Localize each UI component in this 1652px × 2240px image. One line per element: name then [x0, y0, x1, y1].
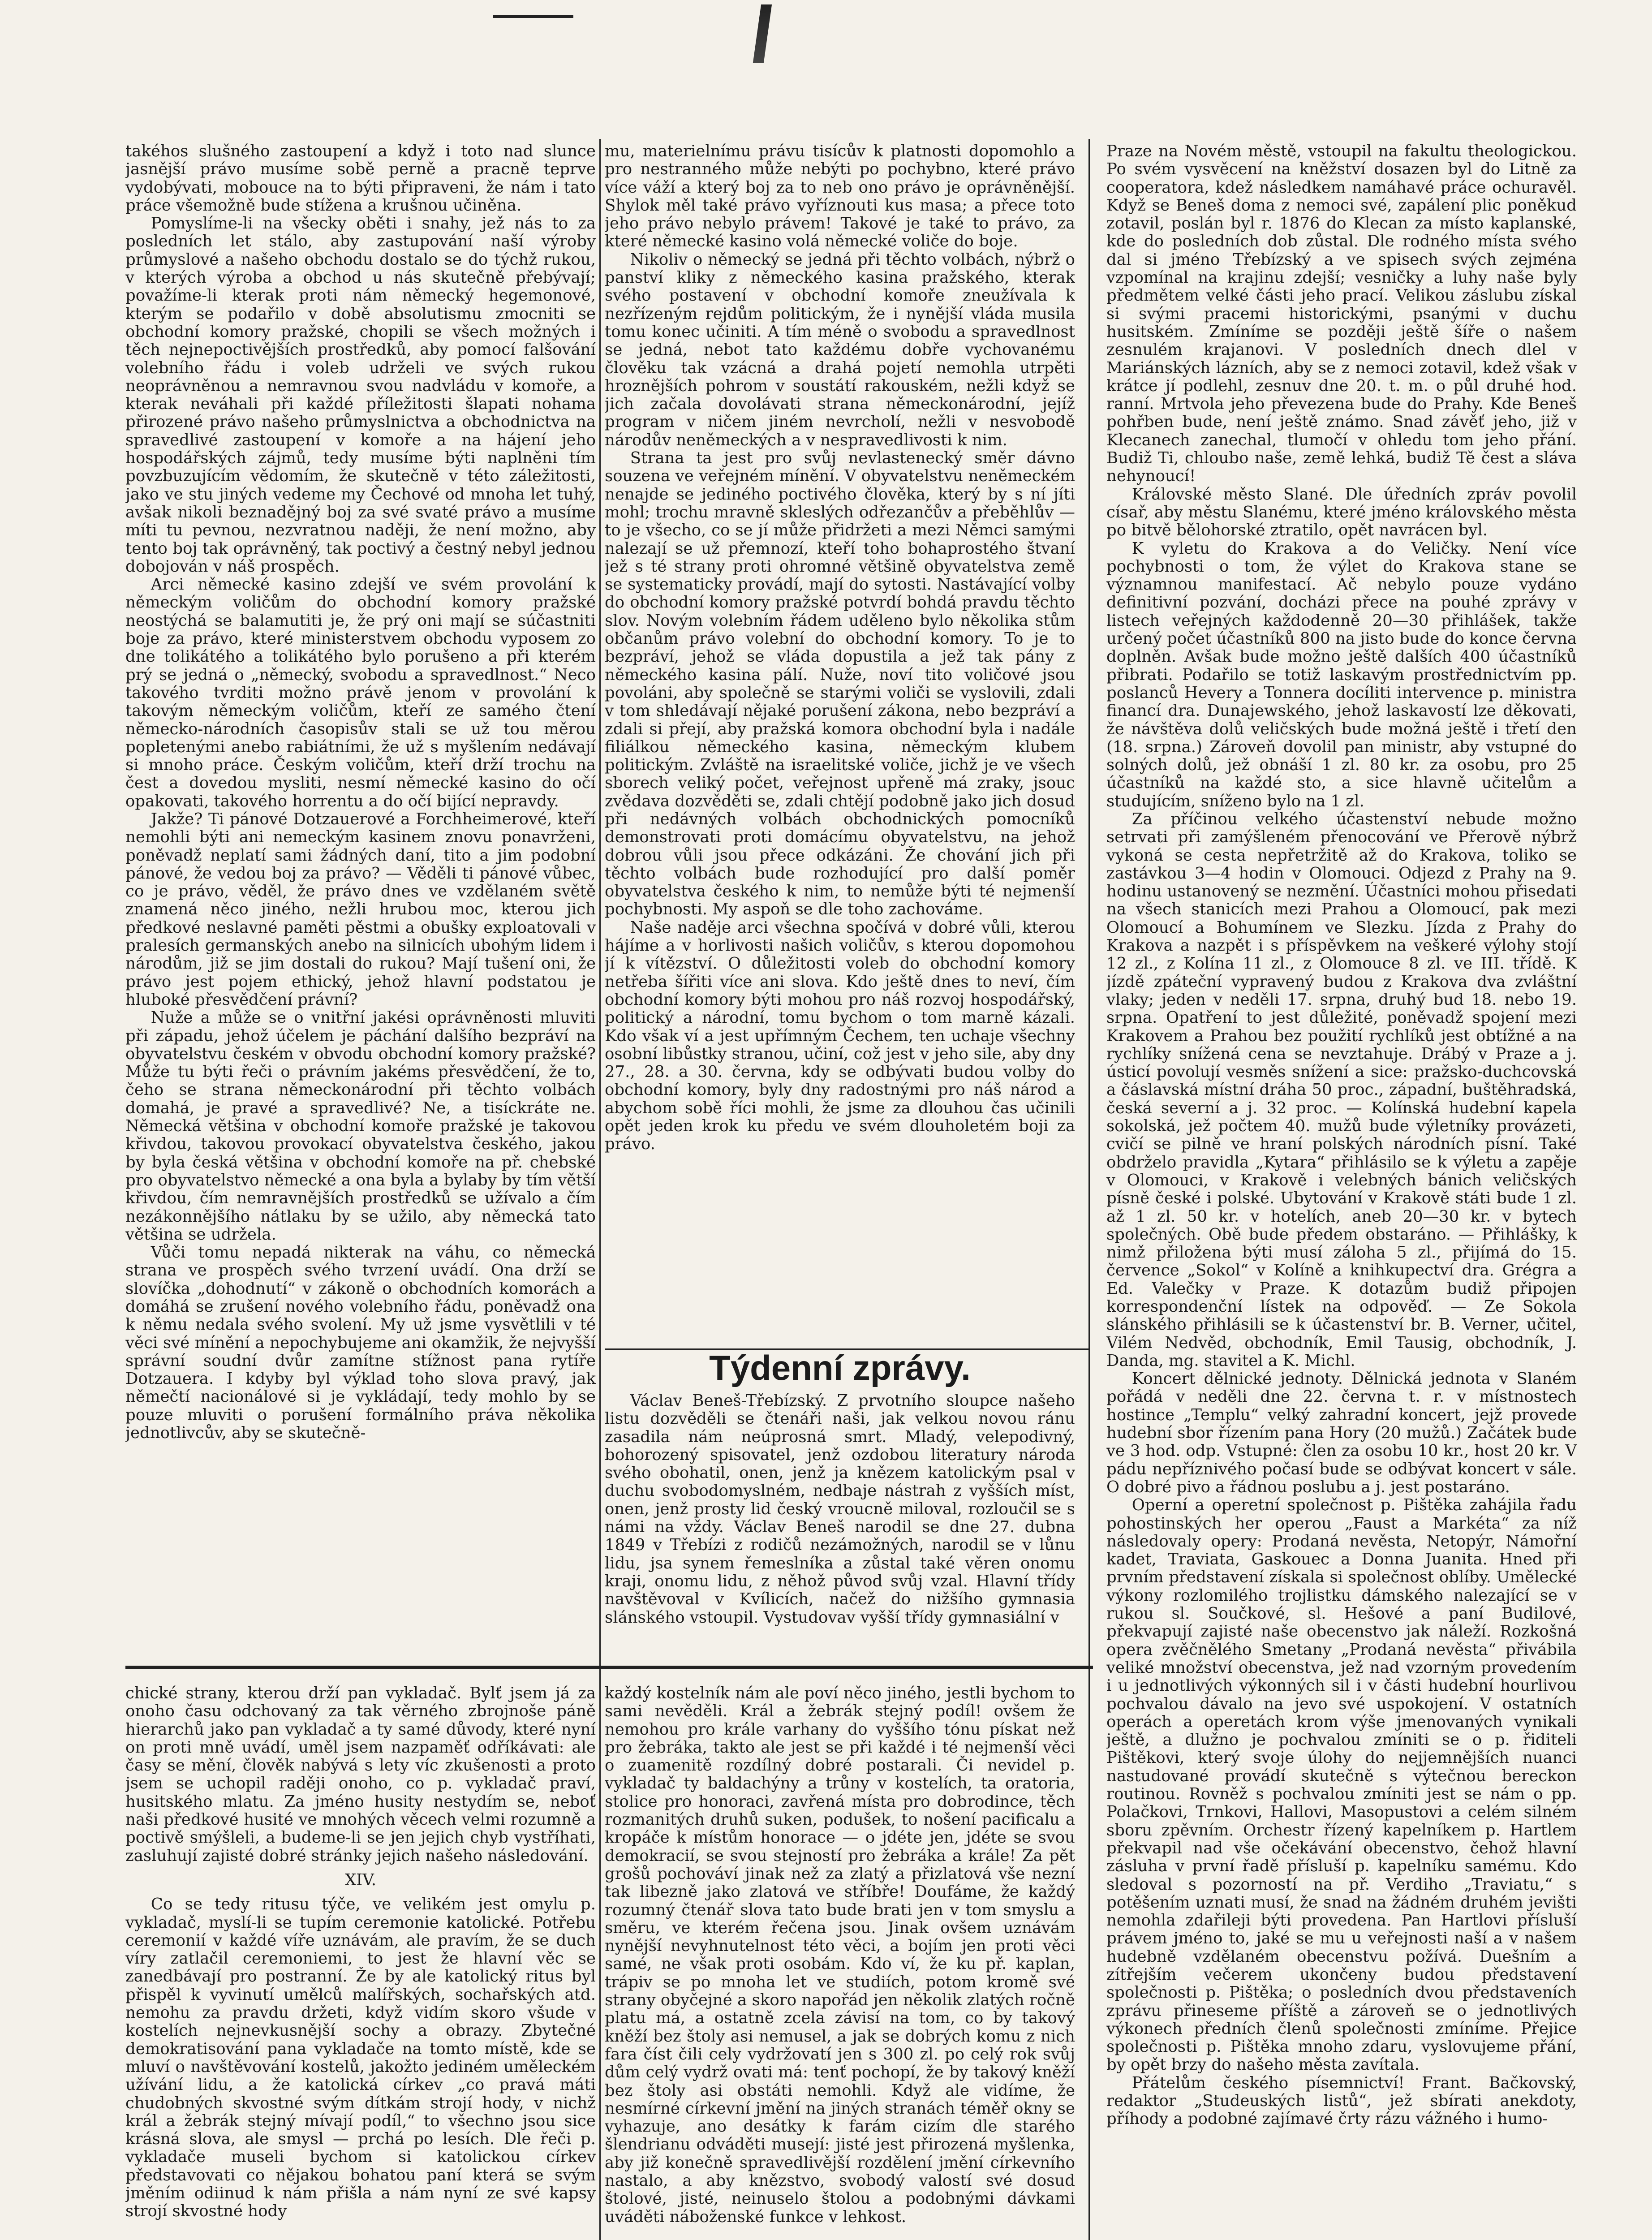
column-1-feuilleton: [125, 1684, 596, 2240]
paragraph: Praze na Novém městě, vstoupil na fakultu theologickou. Po svém vysvěcení na kněžství dosazen byl do Litně za cooperatora, kdež následkem namáhavé práce ochuravěl. Když se Beneš doma z nemoci své, zapálení plic poněkud zotavil, poslán byl r. 1876 do Klecan za místo kaplanské, kde do posledních dob zůstal. Dle rodného místa svého dal si jméno Třebízský a ve spisech svých zejména vzpomínal na krajinu zdejší; vesničky a luhy naše byly předmětem velké části jeho prací. Velikou záslubu získal si svými pracemi historickými, psanými v duchu husitském. Zmíníme se později ještě šíře o našem zesnulém krajanovi. V posledních dnech dlel v Mariánských lázních, aby se z nemoci zotavil, kdež však v krátce jí podlehl, zesnuv dne 20. t. m. o půl druhé hod. ranní. Mrtvola jeho převezena bude do Prahy. Kde Beneš pohřben bude, není ještě známo. Snad závěť jeho, již v Klecanech zanechal, tlumočí v ohledu tom jeho přání. Budiž Ti, chloubo naše, země lehká, budiž Tě čest a sláva nehynoucí!: [1106, 142, 1577, 486]
paragraph: Strana ta jest pro svůj nevlastenecký směr dávno souzena ve veřejném mínění. V obyvatelstvu neněmeckém nenajde se jediného poctivého člověka, který by s ní jíti mohl; trochu mravně skleslých odřezančův a přeběhlův — to je všecho, co se jí může přidržeti a mezi Němci samými nalezají se už přemnozí, kteří toho bohaprostého štvaní jež s té strany proti ohromné většině obyvatelstva země se systematicky provádí, mají do sytosti. Nastávající volby do obchodní komory pražské potvrdí bohdá pravdu těchto slov. Novým volebním řádem uděleno bylo několika stům občanům právo volební do obchodní komory. To je to bezpráví, jehož se vláda dopustila a jež tak pány z německého kasina pálí. Nuže, noví tito voličové jsou povoláni, aby společně se starými voliči se vyslovili, zdali v tom shledávají nějaké porušení zákona, nebo bezpráví a zdali si přejí, aby pražská komora obchodní byla i nadále filiálkou německého kasina, německým klubem politickým. Zvláště na israelitské voliče, jichž je ve všech sborech veliký počet, veřejnost upřeně má zraky, jsouc zvědava dozvěděti se, zdali chtějí podobně jako jich dosud při nedávných volbách obchodnických pomocníků demonstrovati proti domácímu obyvatelstvu, na jehož dobrou vůli jsou přece odkázáni. Že chování jich při těchto volbách bude rozhodující pro další poměr obyvatelstva českého k nim, to nemůže býti té nejmenší pochybnosti. My aspoň se dle toho zachováme.: [605, 449, 1075, 919]
column-divider-1: [599, 139, 601, 2240]
paragraph: každý kostelník nám ale poví něco jiného, jestli bychom to sami nevěděli. Král a žebrák stejný podíl! ovšem že nemohou pro krále varhany do vyššího tónu pískat než pro žebráka, takto ale jest se při každé i té nejmenší věci o zuamenitě rozdílný dobré postarali. Či nevidel p. vykladač ty baldachýny a trůny v kostelích, ta oratoria, stolice pro honoraci, zavřená místa pro dobrodince, těch rozmanitých druhů suken, podušek, to nošení pacificalu a kropáče k místům honorace — o jdéte jen, jdéte se svou demokracií, se svou stejností pro žebráka a krále! Za pět grošů pochováví jinak než za zlatý a přizlatová vše nezní tak libezně jako zlatová ve stříbře! Doufáme, že každý rozumný čtenář slova tato bude brati jen v tom smyslu a směru, ve kterém řečena jsou. Jinak ovšem uznávám nynější nevyhnutelnost této věci, a bojím jen proti věci samé, ne však proti osobám. Kdo ví, že ku př. kaplan, trápiv se po mnoha let ve studiích, potom kromě své strany obyčejné a skoro napořád jen několik zlatých ročně platu má, a ostatně zcela závisí na tom, co by takový kněží bez štoly asi nemusel, a jak se dobrých komu z nich fara číst čili cely vydržovatí jen s 300 zl. po celý rok svůj dům celý vydrž ovati má: tenť pochopí, že by takový kněží bez štoly asi obstáti nemohli. Když ale vidíme, že nesmírné církevní jmění na jiných stranách téměř okny se vyhazuje, ano desátky k farám cizím dle starého šlendrianu odváděti musejí: jisté jest přirozená myšlenka, aby již konečně spravedlivější rozdělení jmění církevního nastalo, a aby knězstvo, svobodý valostí své dosud štolové, jisté, neinuselo štolou a podobnými dávkami uváděti náboženské funkce v lehkost.: [605, 1684, 1075, 2226]
weekly-news-section: [605, 1342, 1075, 1651]
paragraph: Co se tedy ritusu týče, ve velikém jest omylu p. vykladač, myslí-li se tupím ceremonie katolické. Potřebu ceremonií v každé víře uznávám, ale pravím, že se duch víry zatlačil ceremoniemi, to jest že hlavní věc se zanedbávají pro postranní. Že by ale katolický ritus byl přispěl k vyvinutí umělců malířských, sochařských atd. nemohu za pravdu držeti, když vidím skoro všude v kostelích nejnevkusnější sochy a obrazy. Zbytečné demokratisování pana vykladače na tomto místě, kde se mluví o navštěvování kostelů, jakožto jediném uměleckém užívání lidu, a že katolická církev „co pravá máti chudobných skvostné svým dítkám strojí hody, v nichž král a žebrák stejný mívají podíl,“ to všechno jsou sice krásná slova, ale smysl — prchá po lesích. Dle řeči p. vykladače museli bychom si katolickou církev představovati co nějakou bohatou paní která se svým jměním odiinud k nám přišla a nám nyní ze své kapsy strojí skvostné hody: [125, 1895, 596, 2221]
top-rule-mark: [493, 9, 573, 18]
paragraph: takéhos slušného zastoupení a když i toto nad slunce jasnější právo musíme sobě perně a pracně teprve vydobývati, mobouce na to býti připraveni, že nám i tato práce všemožně bude stížena a krušnou učiněna.: [125, 142, 596, 215]
paragraph: Královské město Slané. Dle úředních zpráv povolil císař, aby městu Slanému, které jméno královského města po bitvě bělohorské ztratilo, opět navrácen byl.: [1106, 485, 1577, 540]
column-1-main-article: [125, 142, 596, 1652]
paragraph: Jakže? Ti pánové Dotzauerové a Forchheimerové, kteří nemohli býti ani nemeckým kasinem znovu ponavrženi, poněvadž neplatí sami žádných daní, tito a jim podobní pánové, že vedou boj za právo? — Věděli ti pánové vůbec, co je právo, věděl, že právo dnes ve vzdělaném světě znamená něco jiného, nežli hrubou moc, kterou jich předkové neslavné paměti pěstmi a obušky exploatovali v pralesích germanských anebo na silnicích ubohým lidem i národům, již se jim dostali do rukou? Mají tušení oni, že právo jest pojem ethický, jehož hlavní podstatou je hluboké přesvědčení právní?: [125, 810, 596, 1009]
paragraph: Naše naděje arci všechna spočívá v dobré vůli, kterou hájíme a v horlivosti našich voličův, s kterou dopomohou jí k vítězství. O důležitosti voleb do obchodní komory netřeba šířiti více ani slova. Kdo ještě dnes to neví, čím obchodní komory býti mohou pro náš rozvoj hospodářský, politický a národní, tomu bychom o tom marně kázali. Kdo však ví a jest upřímným Čechem, ten uchaje všechny osobní libůstky stranou, učiní, což jest v jeho sile, aby dny 27., 28. a 30. června, kdy se odbývati budou volby do obchodní komory, byly dny radostnými pro náš národ a abychom sobě říci mohli, že jsme za dlouhou čas učinili opět jeden krok ku předu ve svém dlouholetém boji za právo.: [605, 918, 1075, 1154]
column-divider-2: [1088, 139, 1090, 2240]
paragraph: Nikoliv o německý se jedná při těchto volbách, nýbrž o panství kliky z německého kasina pražského, kterak svého postavení v obchodní komoře zneužívala k nezřízeným rejdům politickým, že i nynější vláda musila tomu konec učiniti. A tím méně o svobodu a spravedlnost se jedná, nebot tato každému dobře vychovanému člověku tak vzácná a drahá pojetí nemohla utrpěti hroznějších pohrom v soustátí rakouském, nežli když se jich začala dovolávati strana německonárodní, jejíž program v ničem jiném nevrcholí, nežli v nesvobodě národův neněmeckých a v nespravedlivosti k nim.: [605, 250, 1075, 449]
column-2-main-article: [605, 142, 1075, 1336]
paragraph: Arci německé kasino zdejší ve svém provolání k německým voličům do obchodní komory pražské neostýchá se balamutiti je, že prý oni mají se súčastniti boje za právo, které ministerstvem obchodu vyposem zo dne tolikátého a tolikátého bylo porušeno a při kterém prý se jedná o „německý, svobodu a spravedlnost.“ Neco takového tvrditi možno právě jenom v provolání k takovým německým voličům, kteří ze samého čtení německo-národních časopisův stali se už tou měrou popletenými anebo rabiátními, že už s myšlením nedávají si mnoho práce. Českým voličům, kteří drží trochu na čest a dovedou mysliti, nesmí německé kasino do očí opakovati, takového horrentu a do očí bijící nepravdy.: [125, 575, 596, 810]
paragraph: Operní a operetní společnost p. Pištěka zahájila řadu pohostinských her operou „Faust a Markéta“ za níž následovaly opery: Prodaná nevěsta, Netopýr, Námořní kadet, Traviata, Gaskouec a Donna Juanita. Hned při prvním představení získala si společnost oblíby. Umělecké výkony rozlomilého trojlistku dámského nalezající se v rukou sl. Součkové, sl. Hešové a paní Budilové, překvapují zajisté naše obecenstvo jak náleží. Rozkošná opera zvěčnělého Smetany „Prodaná nevěsta“ přivábila veliké množství obecenstva, jež nad vzorným provedením i u jednotlivých výkonných sil i v části hudební hourlivou pochvalou dávalo na jevo své uspokojení. V ostatních operách a operetách krom výše jmenovaných vynikali ještě, a dlužno je pochvalou zmíniti se o p. řiditeli Pištěkovi, který svoje úlohy do nejjemnějších nuanci nastudované provádí skutečně s výtečnou bereckon routinou. Rovněž s pochvalou zmíniti jest se nám o pp. Polačkovi, Trnkovi, Hallovi, Masopustovi a celém silném sboru zpěvním. Orchestr řízený kapelníkem p. Hartlem překvapil nad vše očekávání obecenstvo, čehož hlavní zásluha v první řadě přísluší p. kapelníku samému. Kdo sledoval s pozorností na př. Verdiho „Traviatu,“ s potěšením uznati musí, že snad na žádném druhém jevišti nemohla zdařileji býti provedena. Pan Hartlovi přísluší právem jméno to, jaké se mu u veřejnosti naší a v našem hudebně vzdělaném obecenstvu požívá. Duešním a zítřejším večerem ukončeny budou představení společnosti p. Pištěka; o posledních dvou představeních zprávu přineseme příště a zároveň se o jednotlivých výkonech předních členů společnosti zmíníme. Přejice společnosti p. Pištěka mnoho zdaru, vyslovujeme přání, by opět brzy do našeho města zavítala.: [1106, 1496, 1577, 2074]
column-2-feuilleton: [605, 1684, 1075, 2240]
top-ink-mark: [753, 4, 772, 63]
paragraph: Koncert dělnické jednoty. Dělnická jednota v Slaném pořádá v neděli dne 22. června t. r. v místnostech hostince „Templu“ velký zahradní koncert, jejž provede hudební sbor řízením pana Hory (20 mužů.) Začátek bude ve 3 hod. odp. Vstupné: člen za osobu 10 kr., host 20 kr. V pádu nepříznivého počasí bude se odbývat koncert v sále. O dobré pivo a řádnou poslubu a j. jest postaráno.: [1106, 1370, 1577, 1496]
paragraph: Přátelům českého písemnictví! Frant. Bačkovský, redaktor „Studeuských listů“, jež sbírati anekdoty, příhody a podobné zajímavé črty rázu vážného i humo-: [1106, 2073, 1577, 2128]
paragraph: K vyletu do Krakova a do Veličky. Není více pochybnosti o tom, že výlet do Krakova stane se významnou manifestací. Ač nebylo pouze vydáno definitivní pozvání, docházi přece na pouhé zprávy v listech veřejných každodenně 20—30 přihlášek, takže určený počet účastníků 800 na jisto bude do konce června doplněn. Avšak bude možno ještě dalších 400 účastníků přibrati. Podařilo se totiž laskavým prostřednictvím pp. poslanců Hevery a Tonnera docíliti intervence p. ministra financí dra. Dunajewského, jehož laskavostí lze děkovati, že návštěva dolů veličských bude možná ještě i třetí den (18. srpna.) Zároveň dovolil pan ministr, aby vstupné do solných dolů, jež obnáší 1 zl. 80 kr. za osobu, pro 25 účastníků na každé sto, a sice hlavně učitelům a studujícím, sníženo bylo na 1 zl.: [1106, 539, 1577, 810]
section-title: Týdenní zprávy.: [709, 1348, 971, 1387]
column-3-news: [1106, 142, 1577, 2240]
paragraph: Pomyslíme-li na všecky oběti i snahy, jež nás to za posledních let stálo, aby zastupování naší výroby průmyslové a našeho obchodu dostalo se do týchž rukou, v kterých výroba a obchod u nás skutečně přebývají; považíme-li kterak proti nám německý hegemonové, kterým se podařilo v době absolutismu zmocniti se obchodní komory pražské, chopili se všech možných i těch nejnepoctivějších prostředků, aby pomocí falšování volebního řádu i voleb udrželi ve svých rukou neoprávněnou a nemravnou svou nadvládu v komoře, a kterak neváhali při každé příležitosti šlapati nohama přirozené právo našeho průmyslnictva a obchodnictva na spravedlivé zastoupení v komoře a na hájení jeho hospodářských zájmů, tedy musíme býti naplněni tím povzbuzujícím vědomím, že skutečně v této záležitosti, jako ve stu jiných vedeme my Čechové od mnoha let tuhý, avšak nikoli beznadějný boj za své svaté právo a musíme míti tu pevnou, nezvratnou naději, že není možno, aby tento boj tak oprávněný, tak poctivý a čestný nebyl jednou dobojován v náš prospěch.: [125, 214, 596, 576]
paragraph: mu, materielnímu právu tisícův k platnosti dopomohlo a pro nestranného může nebýti po pochybno, které právo více váží a který boj za to neb ono právo je oprávněnější. Shylok měl také právo vyříznouti kus masa; a přece toto jeho právo nebylo právem! Takové je také to právo, za které německé kasino volá německé voliče do boje.: [605, 142, 1075, 251]
paragraph: Za příčinou velkého účastenství nebude možno setrvati při zamýšleném přenocování ve Přerově nýbrž vykoná se cesta nepřetržitě až do Krakova, toliko se zastávkou 3—4 hodin v Olomouci. Odjezd z Prahy na 9. hodinu ustanovený se nezmění. Účastníci mohou přisedati na všech stanicích mezi Prahou a Olomoucí, pak mezi Olomoucí a Bohumínem ve Slezku. Jízda z Prahy do Krakova a nazpět i s příspěvkem na veškeré výlohy stojí 12 zl., z Kolína 11 zl., z Olomouce 8 zl. ve III. třídě. K jízdě zpáteční vypravený budou z Krakova dva zvláštní vlaky; jeden v neděli 17. srpna, druhý bud 18. nebo 19. srpna. Opatření to jest důležité, poněvadž spojení mezi Krakovem a Prahou bez použití rychlíků jest obtížné a na rychlíky snížená cena se nevztahuje. Drábý v Praze a j. ústicí povolují vesměs snížení a sice: pražsko-duchcovská a čáslavská místní dráha 50 proc., západní, buštěhradská, česká severní a j. 32 proc. — Kolínská hudební kapela sokolská, jež počtem 40. mužů bude výletníky provázeti, cvičí se pilně ve hraní polských národních písní. Také obdrželo pravidla „Kytara“ přihlásilo se k výletu a zapěje v Olomouci, v Krakově i velebných bánich veličských písně české i polské. Ubytování v Krakově státi bude 1 zl. až 1 zl. 50 kr. v hotelích, aneb 20—30 kr. v bytech společných. Obě bude předem obstaráno. — Přihlášky, k nimž přiložena býti musí záloha 5 zl., přijímá do 15. července „Sokol“ v Kolíně a knihkupectví dra. Grégra a Ed. Valečky v Praze. K dotazům budiž připojen korrespondenční lístek na odpověď. — Ze Sokola slánského přihlásili se k účastenství br. B. Verner, učitel, Vilém Nedvěd, obchodník, Emil Tausig, obchodník, J. Danda, mg. stavitel a K. Michl.: [1106, 810, 1577, 1370]
chapter-number: XIV.: [344, 1870, 376, 1889]
paragraph: Nuže a může se o vnitřní jakési oprávněnosti mluviti při západu, jehož účelem je páchání dalšího bezpráví na obyvatelstvu českém v obvodu obchodní komory pražské? Může tu býti řeči o právním jakéms přesvědčení, že to, čeho se strana německonárodní při těchto volbách domahá, je pravé a spravedlivé? Ne, a tisíckráte ne. Německá většina v obchodní komoře pražské je takovou křivdou, takovou provokací obyvatelstva českého, jakou by byla česká většina v obchodní komoře na př. chebské pro obyvatelstvo německé a ona byla a bylaby by tím větší křivdou, čím nemravnějších prostředků se užívalo a čím nezákonnějšího nátlaku by se užilo, aby německá tato většina se udržela.: [125, 1008, 596, 1244]
feuilleton-divider: [125, 1666, 1093, 1669]
paragraph: Vůči tomu nepadá nikterak na váhu, co německá strana ve prospěch svého tvrzení uvádí. Ona drží se slovíčka „dohodnutí“ v zákoně o obchodních komorách a domáhá se zrušení nového volebního řádu, poněvadž ona k němu nedala svého svolení. My už jsme vysvětlili v té věci své mínění a nepochybujeme ani okamžik, že nejvyšší správní soudní dvůr zamítne stížnost pana rytíře Dotzauera. I kdyby byl výklad toho slova pravý, jak němečtí nacionálové si je vykládají, tedy mohlo by se pouze mluviti o porušení formálního práva několika jednotlivcův, aby se skutečně-: [125, 1243, 596, 1443]
paragraph: chické strany, kterou drží pan vykladač. Bylť jsem já za onoho času odchovaný za tak věrného zbrojnoše páně hierarchů jako pan vykladač a ty samé důvody, které nyní on proti mně uvádí, uměl jsem nazpaměť odříkávati: ale časy se mění, člověk nabývá s lety víc zkušenosti a proto jsem se uchopil raději onoho, co p. vykladač praví, husitského mlatu. Za jméno husity nestydím se, neboť naši předkové husité ve mnohých věcech velmi rozumně a poctivě smýšleli, a budeme-li se jen jejich chyb vystříhati, zasluhují zajisté dobré stránky jejich našeho následování.: [125, 1684, 596, 1865]
paragraph: Václav Beneš-Třebízský. Z prvotního sloupce našeho listu dozvěděli se čtenáři naši, jak velkou novou ránu zasadila nám neúprosná smrt. Mladý, velepodivný, bohorozený spisovatel, jenž ozdobou literatury národa svého obohatil, onen, jenž ja knězem katolickým psal v duchu svobodomyslném, nedbaje nástrah z vyšších míst, onen, jenž prosty lid český vroucně miloval, rozloučil se s námi na vždy. Václav Beneš narodil se dne 27. dubna 1849 v Třebízi z rodičů nezámožných, narodil se v lůnu lidu, jsa synem řemeslníka a zůstal také věren onomu kraji, onomu lidu, z něhož původ svůj vzal. Hlavní třídy navštěvoval v Kvílicích, načež do nižšího gymnasia slánského vstoupil. Vystudovav vyšší třídy gymnasiální v: [605, 1391, 1075, 1627]
